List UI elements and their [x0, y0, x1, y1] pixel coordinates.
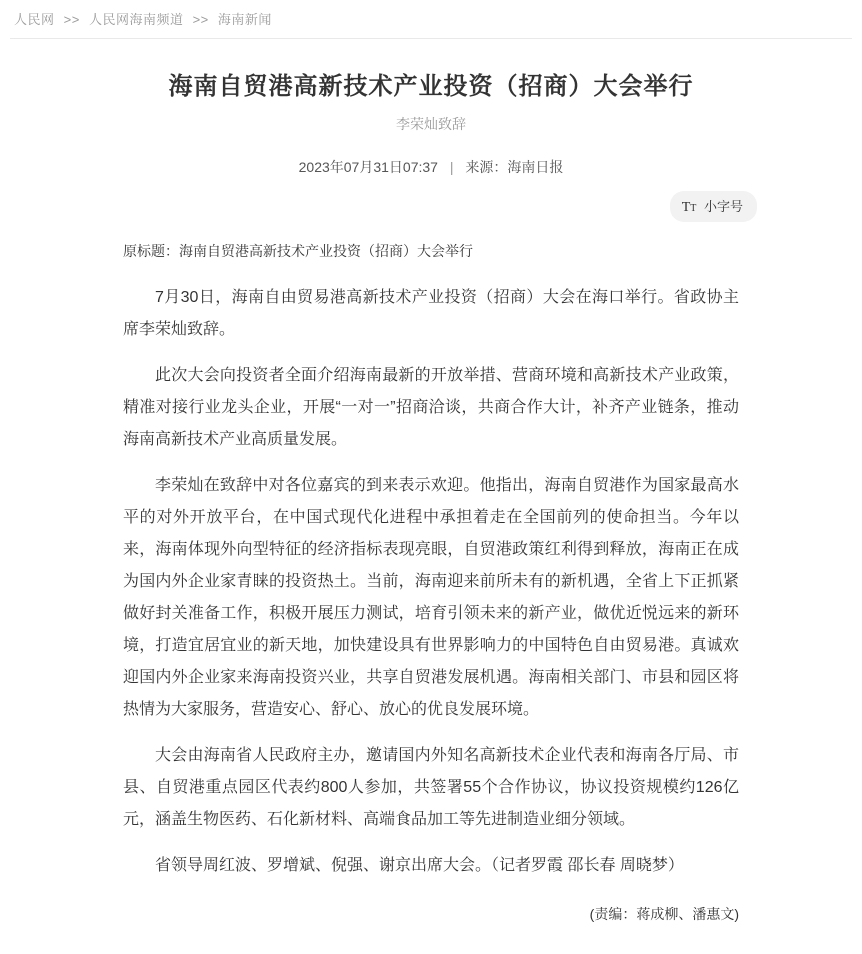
- article-container: [123, 66, 743, 954]
- editors-note: (责编：蒋成柳、潘惠文): [589, 906, 739, 922]
- font-size-icon-small: T: [690, 203, 697, 214]
- breadcrumb-separator: >>: [192, 12, 209, 27]
- breadcrumb: [0, 0, 862, 38]
- article-paragraph: 7月30日，海南自由贸易港高新技术产业投资（招商）大会在海口举行。省政协主席李荣灿致辞。: [123, 289, 739, 338]
- article-body: [123, 240, 739, 954]
- article-title: 海南自贸港高新技术产业投资（招商）大会举行: [168, 73, 694, 100]
- breadcrumb-link-people-net[interactable]: 人民网: [14, 12, 55, 27]
- article-paragraph: 省领导周红波、罗增斌、倪强、谢京出席大会。（记者罗霞 邵长春 周晓梦）: [155, 857, 684, 874]
- font-size-button[interactable]: [670, 191, 757, 222]
- article-subtitle: 李荣灿致辞: [396, 116, 466, 132]
- font-size-icon: T: [681, 200, 691, 215]
- original-title-line: 原标题：海南自贸港高新技术产业投资（招商）大会举行: [123, 243, 473, 259]
- article-source: 来源：海南日报: [465, 159, 564, 175]
- meta-separator: |: [449, 159, 454, 175]
- article-toolbar: [123, 191, 743, 222]
- publish-date: 2023年07月31日07:37: [298, 159, 438, 175]
- breadcrumb-link-hainan-channel[interactable]: 人民网海南频道: [88, 12, 184, 27]
- breadcrumb-link-hainan-news[interactable]: 海南新闻: [217, 12, 272, 27]
- article-paragraph: 此次大会向投资者全面介绍海南最新的开放举措、营商环境和高新技术产业政策，精准对接行业龙头企业，开展“一对一”招商洽谈，共商合作大计，补齐产业链条，推动海南高新技术产业高质量发展。: [123, 367, 739, 448]
- article-meta: [123, 157, 739, 177]
- header-divider: [10, 38, 852, 39]
- article-paragraph: 李荣灿在致辞中对各位嘉宾的到来表示欢迎。他指出，海南自贸港作为国家最高水平的对外开放平台，在中国式现代化进程中承担着走在全国前列的使命担当。今年以来，海南体现外向型特征的经济指标表现亮眼，自贸港政策红利得到释放，海南正在成为国内外企业家青睐的投资热土。当前，海南迎来前所未有的新机遇，全省上下正抓紧做好封关准备工作，积极开展压力测试，培育引领未来的新产业，做优近悦远来的新环境，打造宜居宜业的新天地，加快建设具有世界影响力的中国特色自由贸易港。真诚欢迎国内外企业家来海南投资兴业，共享自贸港发展机遇。海南相关部门、市县和园区将热情为大家服务，营造安心、舒心、放心的优良发展环境。: [123, 477, 739, 718]
- font-size-button-label: 小字号: [703, 199, 743, 214]
- breadcrumb-separator: >>: [63, 12, 80, 27]
- article-paragraph: 大会由海南省人民政府主办，邀请国内外知名高新技术企业代表和海南各厅局、市县、自贸港重点园区代表约800人参加，共签署55个合作协议，协议投资规模约126亿元，涵盖生物医药、石化新材料、高端食品加工等先进制造业细分领域。: [123, 747, 739, 828]
